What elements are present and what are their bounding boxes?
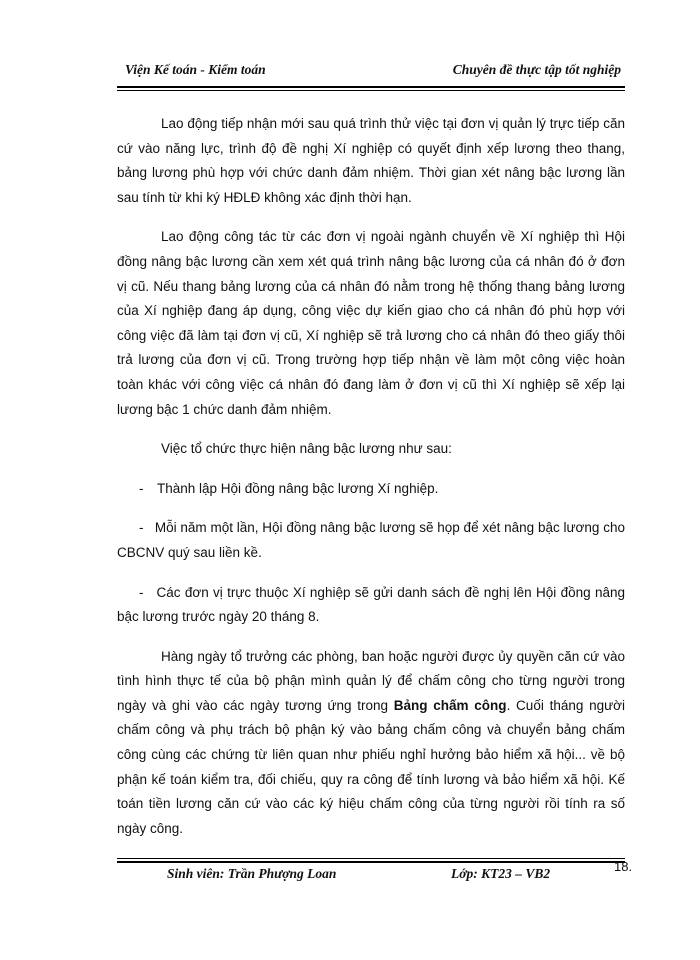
- list-item: [117, 516, 625, 565]
- paragraph-text: . Cuối tháng người chấm công và phụ trách bộ phận ký vào bảng chấm công và chuyển bảng chấm công cùng các chứng từ liên quan như phiếu nghỉ hưởng bảo hiểm xã hội... về bộ phận kế toán kiểm tra, đối chiếu, quy ra công để tính lương và bảo hiểm xã hội. Kế toán tiền lương căn cứ vào các ký hiệu chấm công của từng người rồi tính ra số ngày công.: [117, 697, 626, 836]
- paragraph-transfer-employee: Lao động công tác từ các đơn vị ngoài ngành chuyển về Xí nghiệp thì Hội đồng nâng bậc lương cần xem xét quá trình nâng bậc lương của cá nhân đó ở đơn vị cũ. Nếu thang bảng lương của cá nhân đó nằm trong hệ thống thang bảng lương của Xí nghiệp đang áp dụng, công việc dự kiến giao cho cá nhân đó phù hợp với công việc đã làm tại đơn vị cũ, Xí nghiệp sẽ trả lương cho cá nhân đó theo giấy thôi trả lương của đơn vị cũ. Trong trường hợp tiếp nhận về làm một công việc hoàn toàn khác với công việc cá nhân đó đang làm ở đơn vị cũ thì Xí nghiệp sẽ xếp lại lương bậc 1 chức danh đảm nhiệm.: [117, 229, 625, 417]
- bold-term-timesheet: Bảng chấm công: [393, 697, 507, 713]
- list-dash: -: [139, 520, 144, 536]
- page-footer: [117, 866, 625, 888]
- footer-rule-thin: [117, 858, 625, 859]
- footer-rule-thick: [117, 861, 625, 863]
- header-rule-thin: [117, 90, 625, 91]
- header-rule-thick: [117, 86, 625, 88]
- list-item: [117, 477, 625, 502]
- list-item-text: Mỗi năm một lần, Hội đồng nâng bậc lương sẽ họp để xét nâng bậc lương cho CBCNV quý sau liền kề.: [117, 520, 625, 560]
- page-header: [117, 62, 625, 84]
- header-institute: Viện Kế toán - Kiểm toán: [125, 62, 266, 77]
- list-item: [117, 581, 625, 630]
- header-report-title: Chuyên đề thực tập tốt nghiệp: [452, 62, 621, 77]
- list-item-text: Thành lập Hội đồng nâng bậc lương Xí nghiệp.: [157, 480, 439, 496]
- footer-student-name: Sinh viên: Trần Phượng Loan: [167, 866, 337, 881]
- paragraph-procedure-intro: Việc tổ chức thực hiện nâng bậc lương như sau:: [161, 441, 452, 457]
- footer-class: Lớp: KT23 – VB2: [451, 866, 551, 881]
- list-dash: -: [139, 584, 144, 600]
- paragraph-new-employee: Lao động tiếp nhận mới sau quá trình thử việc tại đơn vị quản lý trực tiếp căn cứ vào năng lực, trình độ đề nghị Xí nghiệp có quyết định xếp lương theo thang, bảng lương phù hợp với chức danh đảm nhiệm. Thời gian xét nâng bậc lương lần sau tính từ khi ký HĐLĐ không xác định thời hạn.: [117, 116, 625, 205]
- paragraph-timekeeping: [117, 645, 625, 842]
- paragraph-text: Hàng ngày tổ trưởng các phòng, ban hoặc người được ủy quyền căn cứ vào tình hình thực tế của bộ phận mình quản lý để chấm công cho từng người trong ngày và ghi vào các ngày tương ứng trong: [117, 648, 625, 713]
- list-dash: -: [139, 480, 144, 496]
- body-text: [117, 112, 625, 841]
- page-number: 18.: [614, 859, 633, 874]
- list-item-text: Các đơn vị trực thuộc Xí nghiệp sẽ gửi danh sách đề nghị lên Hội đồng nâng bậc lương trước ngày 20 tháng 8.: [117, 584, 625, 625]
